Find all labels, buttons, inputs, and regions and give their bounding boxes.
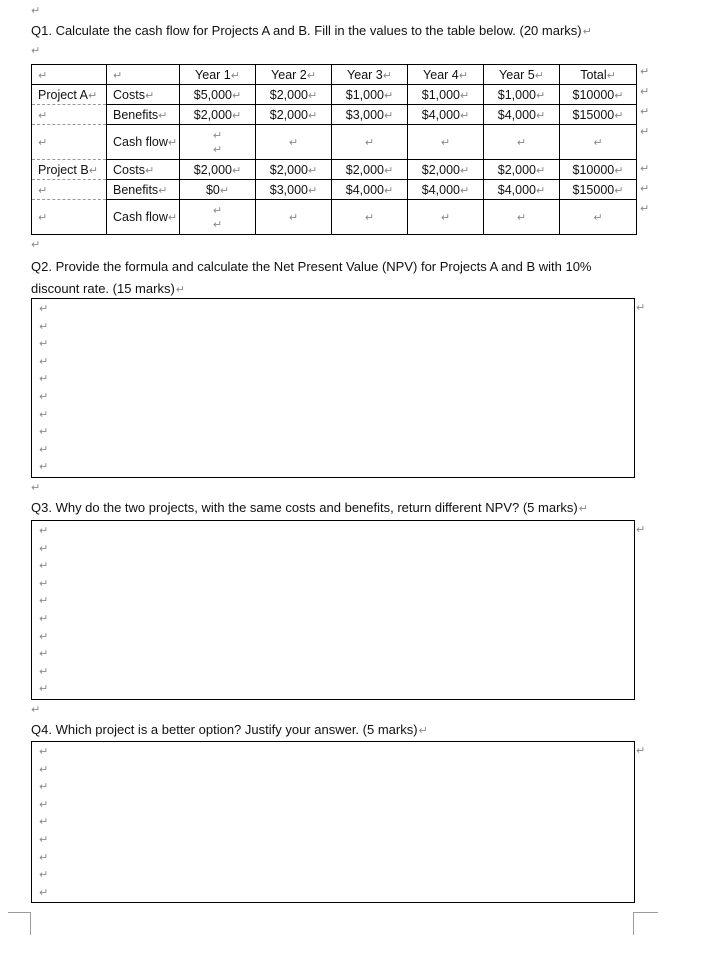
header-year-2: Year 2↵ [256,65,332,85]
paragraph-mark: ↵ [31,44,41,57]
table-row [32,160,637,180]
paragraph-mark: ↵ [636,523,646,536]
cell-a-benefits[interactable]: $4,000↵ [408,105,484,125]
table-row [32,180,637,200]
question-2: Q2. Provide the formula and calculate the Net Present Value (NPV) for Projects A and B with 10% discount rate. (15 marks)↵ [31,259,592,296]
cell-b-benefits-total[interactable]: $15000↵ [560,180,637,200]
question-4-text: Q4. Which project is a better option? Justify your answer. (5 marks) [31,722,418,737]
cell-b-costs[interactable]: $2,000↵ [332,160,408,180]
cell-b-costs[interactable]: $2,000↵ [484,160,560,180]
table-row [32,125,637,160]
cell-b-costs[interactable]: $2,000↵ [256,160,332,180]
cell-a-cash-flow[interactable]: ↵ [484,125,560,160]
cell-a-cash-flow[interactable]: ↵ [256,125,332,160]
paragraph-mark: ↵ [636,301,646,314]
empty-cell[interactable]: ↵ [107,65,180,85]
answer-box-q3[interactable]: ↵ ↵ ↵ ↵ ↵ ↵ ↵ ↵ ↵ ↵ [31,520,635,700]
cell-a-benefits[interactable]: $2,000↵ [180,105,256,125]
row-label-cash-flow: Cash flow↵ [107,200,180,235]
cell-b-benefits[interactable]: $4,000↵ [484,180,560,200]
table-row [32,200,637,235]
cell-b-benefits[interactable]: $4,000↵ [332,180,408,200]
empty-cell[interactable]: ↵ [32,180,107,200]
cell-b-cash-flow[interactable]: ↵ [256,200,332,235]
crop-mark-right [633,912,658,935]
header-year-3: Year 3↵ [332,65,408,85]
header-total: Total↵ [560,65,637,85]
cell-b-benefits[interactable]: $3,000↵ [256,180,332,200]
row-label-benefits: Benefits↵ [107,180,180,200]
cell-b-benefits[interactable]: $0↵ [180,180,256,200]
answer-box-q2[interactable]: ↵ ↵ ↵ ↵ ↵ ↵ ↵ ↵ ↵ ↵ [31,298,635,478]
row-label-costs: Costs↵ [107,85,180,105]
cell-a-cash-flow[interactable]: ↵ [408,125,484,160]
cell-b-costs[interactable]: $2,000↵ [408,160,484,180]
cell-b-costs-total[interactable]: $10000↵ [560,160,637,180]
question-1: Q1. Calculate the cash flow for Projects A and B. Fill in the values to the table below. (20 marks)↵ [31,23,592,38]
row-label-benefits: Benefits↵ [107,105,180,125]
empty-cell[interactable]: ↵ [32,105,107,125]
question-1-text: Q1. Calculate the cash flow for Projects A and B. Fill in the values to the table below. (20 marks) [31,23,582,38]
cell-a-benefits[interactable]: $4,000↵ [484,105,560,125]
question-3-text: Q3. Why do the two projects, with the same costs and benefits, return different NPV? (5 marks) [31,500,578,515]
question-2-text-line-1: Q2. Provide the formula and calculate the Net Present Value (NPV) for Projects A and B with 10% [31,259,592,274]
cash-flow-table [31,64,637,235]
project-a-label: Project A↵ [32,85,107,105]
project-b-label: Project B↵ [32,160,107,180]
cell-b-benefits[interactable]: $4,000↵ [408,180,484,200]
empty-cell[interactable]: ↵ [32,125,107,160]
cell-b-cash-flow[interactable]: ↵ ↵ [180,200,256,235]
cell-a-costs[interactable]: $1,000↵ [408,85,484,105]
row-label-costs: Costs↵ [107,160,180,180]
cell-b-cash-flow-total[interactable]: ↵ [560,200,637,235]
question-3: Q3. Why do the two projects, with the same costs and benefits, return different NPV? (5 marks)↵ [31,500,588,515]
cell-a-costs[interactable]: $2,000↵ [256,85,332,105]
row-label-cash-flow: Cash flow↵ [107,125,180,160]
cell-a-cash-flow[interactable]: ↵ [332,125,408,160]
cell-a-benefits-total[interactable]: $15000↵ [560,105,637,125]
cell-b-cash-flow[interactable]: ↵ [408,200,484,235]
table-row [32,105,637,125]
cell-b-cash-flow[interactable]: ↵ [484,200,560,235]
answer-box-q4[interactable]: ↵ ↵ ↵ ↵ ↵ ↵ ↵ ↵ ↵ [31,741,635,903]
cell-a-costs[interactable]: $1,000↵ [484,85,560,105]
cell-a-benefits[interactable]: $2,000↵ [256,105,332,125]
cell-b-cash-flow[interactable]: ↵ [332,200,408,235]
empty-cell[interactable]: ↵ [32,65,107,85]
cell-a-costs-total[interactable]: $10000↵ [560,85,637,105]
question-4: Q4. Which project is a better option? Justify your answer. (5 marks)↵ [31,722,428,737]
paragraph-mark: ↵ [31,238,41,251]
cell-a-cash-flow-total[interactable]: ↵ [560,125,637,160]
paragraph-mark: ↵ [636,744,646,757]
paragraph-mark: ↵ [31,481,41,494]
cell-b-costs[interactable]: $2,000↵ [180,160,256,180]
header-year-4: Year 4↵ [408,65,484,85]
cell-a-cash-flow[interactable]: ↵ ↵ [180,125,256,160]
crop-mark-left [8,912,31,935]
table-header-row [32,65,637,85]
table-row [32,85,637,105]
cell-a-costs[interactable]: $1,000↵ [332,85,408,105]
cell-a-benefits[interactable]: $3,000↵ [332,105,408,125]
paragraph-mark: ↵ [31,703,41,716]
header-year-5: Year 5↵ [484,65,560,85]
question-2-text-line-2: discount rate. (15 marks) [31,281,175,296]
paragraph-mark: ↵ [31,4,41,17]
header-year-1: Year 1↵ [180,65,256,85]
empty-cell[interactable]: ↵ [32,200,107,235]
cell-a-costs[interactable]: $5,000↵ [180,85,256,105]
